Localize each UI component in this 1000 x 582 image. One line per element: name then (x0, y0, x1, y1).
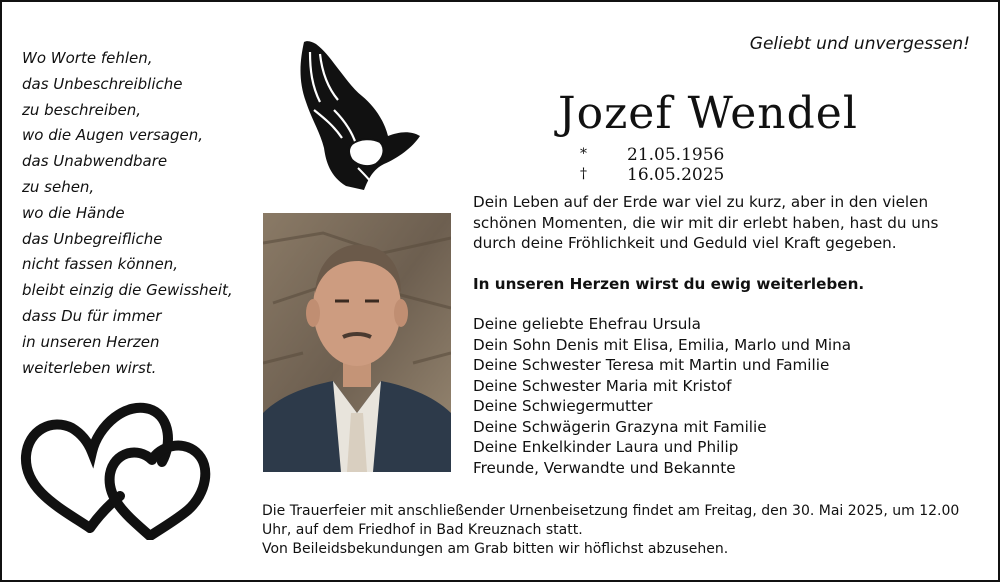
poem-line: zu sehen, (22, 177, 95, 196)
mourner-line: Deine Schwägerin Grazyna mit Familie (473, 417, 767, 436)
portrait-photo (263, 213, 451, 472)
praying-hands-icon (294, 40, 424, 190)
mourner-line: Dein Sohn Denis mit Elisa, Emilia, Marlo und Mina (473, 335, 852, 354)
tribute-text: Dein Leben auf der Erde war viel zu kurz, aber in den vielen schönen Momenten, die wir mit dir erlebt haben, hast du uns durch deine Fröhlichkeit und Geduld viel Kraft gegeben. (473, 193, 939, 252)
funeral-details: Die Trauerfeier mit anschließender Urnenbeisetzung findet am Freitag, den 30. Mai 2025, um 12.00 Uhr, auf dem Friedhof in Bad Kreuznach statt. (262, 503, 960, 538)
poem-line: das Unabwendbare (22, 152, 168, 171)
poem-line: in unseren Herzen (22, 332, 160, 351)
funeral-notice (262, 502, 982, 559)
mourner-line: Deine Schwester Maria mit Kristof (473, 376, 732, 395)
cross-icon: † (580, 166, 587, 182)
life-dates (580, 145, 998, 185)
motto: Geliebt und unvergessen! (749, 34, 970, 54)
birth-date: * 21.05.1956 (580, 145, 725, 165)
poem-line: dass Du für immer (22, 306, 162, 325)
mourner-line: Deine geliebte Ehefrau Ursula (473, 315, 701, 333)
deceased-name: Jozef Wendel (558, 88, 858, 139)
mourner-line: Deine Enkelkinder Laura und Philip (473, 438, 739, 456)
poem-line: weiterleben wirst. (22, 358, 157, 377)
two-hearts-icon (20, 400, 220, 540)
tribute-bold: In unseren Herzen wirst du ewig weiterleben. (473, 274, 865, 293)
poem-line: das Unbegreifliche (22, 229, 163, 248)
poem-line: zu beschreiben, (22, 100, 142, 119)
birth-symbol: * (580, 146, 587, 162)
poem-line: wo die Hände (22, 203, 125, 222)
poem-line: wo die Augen versagen, (22, 126, 203, 145)
mourners-list (473, 314, 983, 478)
poem (22, 46, 252, 381)
poem-line: Wo Worte fehlen, (22, 49, 153, 67)
poem-line: bleibt einzig die Gewissheit, (22, 281, 233, 300)
poem-line: nicht fassen können, (22, 255, 179, 274)
poem-line: das Unbeschreibliche (22, 74, 183, 93)
death-date: † 16.05.2025 (580, 165, 725, 185)
mourner-line: Deine Schwester Teresa mit Martin und Familie (473, 356, 830, 374)
tribute-block (473, 192, 983, 478)
mourner-line: Freunde, Verwandte und Bekannte (473, 458, 736, 477)
mourner-line: Deine Schwiegermutter (473, 397, 653, 415)
condolence-notice: Von Beileidsbekundungen am Grab bitten wir höflichst abzusehen. (262, 541, 729, 557)
